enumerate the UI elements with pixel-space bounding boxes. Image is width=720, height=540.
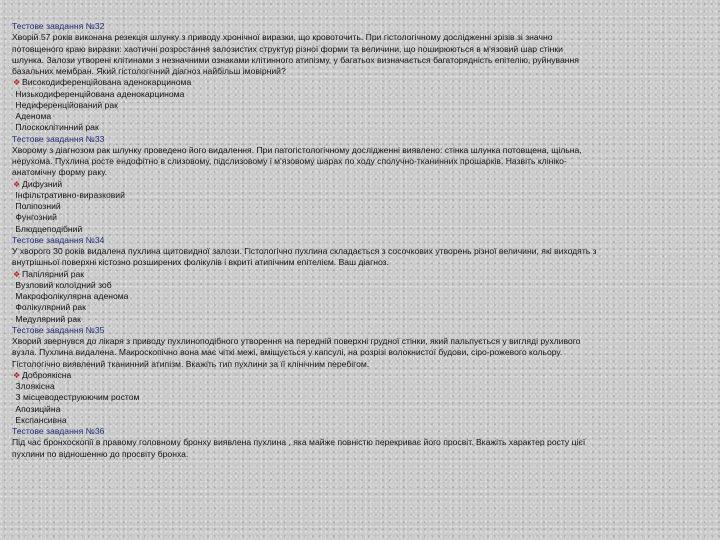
diamond-bullet-icon: ❖ [13,78,21,88]
question-block [12,426,700,460]
question-text-line: Хворому з діагнозом рак шлунку проведено його видалення. При патогістологічному дослідженні виявлено: стінка шлунка потовщена, щільна, [12,144,582,155]
answer-option [12,212,700,223]
answer-option-label: Доброякісна [22,369,72,380]
question-block [12,134,700,235]
question-block [12,325,700,426]
answer-option-correct [12,179,700,190]
question-title: Тестове завдання №32 [12,21,105,31]
diamond-bullet-icon: ❖ [13,269,21,279]
question-text-line: внутрішньої поверхні кістозно розширених фолікулів і вкриті атипічним епітелієм. Ваш діагноз. [12,257,389,268]
answer-option [12,302,700,313]
answer-option [12,291,700,302]
answer-option-label: Злоякісна [15,381,55,391]
answer-option-label: Аденома [15,111,52,121]
answer-option-label: Фунгозний [15,212,57,223]
question-text-line: нерухома. Пухлина росте ендофітно в слизовому, підслизовому і м'язовому шарах по ходу сполучно-тканинних прошарків. Назвіть клініко- [12,156,567,166]
answer-option [12,201,700,212]
diamond-bullet-icon: ❖ [13,179,21,189]
question-title: Тестове завдання №36 [12,426,105,436]
answer-option-label: Вузловий колоїдний зоб [15,279,112,290]
question-text-line: вузла. Пухлина видалена. Макроскопічно вона має чіткі межі, вміщується у капсулі, на розрізі волокнистої будови, сіро-рожевого кольору. [12,347,563,358]
question-text-line: пухлини по відношенню до просвіту бронха. [12,448,189,459]
answer-option [12,280,700,291]
question-block [12,21,700,134]
question-text-line: У хворого 30 років видалена пухлина щитовидної залози. Гістологічно пухлина складається з сосочкових утворень різної величини, які виходять з [12,246,597,256]
answer-option [12,415,700,426]
answer-option-label: Низькодиференційована аденокарцинома [15,88,185,99]
answer-option-label: Поліпозний [15,201,61,211]
answer-option-label: З місцеводеструюючим ростом [15,392,140,403]
answer-option [12,122,700,133]
question-text-line: базальних мембран. Який гістологічний діагноз найбільш імовірний? [12,66,286,76]
answer-option [12,100,700,111]
diamond-bullet-icon: ❖ [13,370,21,380]
questions-content [12,21,700,460]
answer-option [12,314,700,325]
answer-option [12,392,700,403]
answer-option-label: Дифузний [22,178,63,189]
question-text-line: потовщеного краю виразки: хаотичні розростання залозистих структур різної форми та величини, що поширюються в м'язовий шар стінки [12,43,563,54]
answer-option-correct [12,269,700,280]
answer-option-label: Медулярний рак [15,313,81,324]
question-text-line: Хворий звернувся до лікаря з приводу пухлиноподібного утворення на передній поверхні грудної стінки, який пальпується у вигляді рухливого [12,336,581,346]
question-text-line: Гістологічно виявлений тканинний атипізм. Вкажіть тип пухлини за її клінічним перебігом. [12,358,370,369]
answer-option [12,404,700,415]
answer-option [12,190,700,201]
answer-option-correct [12,370,700,381]
answer-option-label: Експансивна [15,414,67,425]
question-text-line: Хворій 57 років виконана резекція шлунку з приводу хронічної виразки, що кровоточить. При гістологічному дослідженні зрізів зі значно [12,32,553,43]
answer-option [12,89,700,100]
question-text-line: Під час бронхоскопії в правому головному бронху виявлена пухлина , яка майже повністю перекриває його просвіт. Вкажіть характер росту цієї [12,437,586,448]
answer-option [12,381,700,392]
answer-option-label: Інфільтративно-виразковий [15,189,125,200]
question-text-line: шлунка. Залози утворені клітинами з незначними ознаками клітинного атипізму, у багатьох визначається багаторядність епітелію, руйнування [12,54,579,65]
answer-option-label: Макрофолікулярна аденома [15,291,129,301]
question-title: Тестове завдання №35 [12,324,105,335]
answer-option [12,111,700,122]
answer-option-label: Папілярний рак [22,268,85,279]
question-title: Тестове завдання №33 [12,133,105,144]
answer-option [12,224,700,235]
question-text-line: анатомічну форму раку. [12,167,108,178]
answer-option-label: Недиференційований рак [15,99,118,110]
answer-option-label: Плоскоклітинний рак [15,122,99,133]
answer-option-label: Високодиференційована аденокарцинома [22,77,192,88]
answer-option-label: Блюдцеподібний [15,223,83,234]
question-title: Тестове завдання №34 [12,234,105,245]
question-block [12,235,700,325]
answer-option-label: Фолікулярний рак [15,302,86,313]
answer-option-correct [12,77,700,88]
answer-option-label: Апозиційна [15,403,61,414]
